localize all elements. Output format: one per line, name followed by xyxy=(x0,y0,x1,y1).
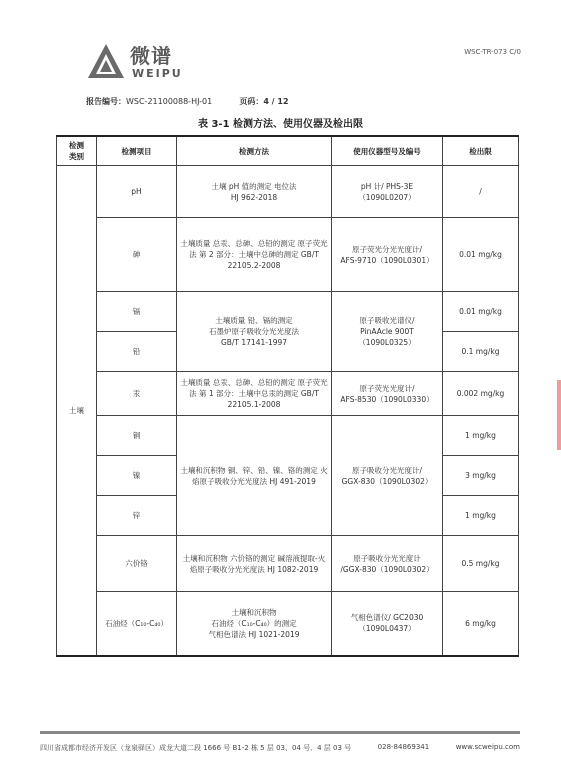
footer xyxy=(40,743,520,753)
instrument-cell: 原子吸收分光光度计/ GGX-830（1090L0302） xyxy=(332,416,443,536)
method-cell: 土壤和沉积物 石油烃（C₁₀-C₄₀）的测定 气相色谱法 HJ 1021-2019 xyxy=(177,592,332,656)
header-category: 检测 类别 xyxy=(57,136,97,166)
instrument-cell: 气相色谱仪/ GC2030 （1090L0437） xyxy=(332,592,443,656)
category-cell: 土壤 xyxy=(57,166,97,656)
limit-cell: 0.1 mg/kg xyxy=(443,332,519,372)
table-row xyxy=(57,372,519,416)
footer-divider xyxy=(40,731,520,734)
method-cell: 土壤 pH 值的测定 电位法 HJ 962-2018 xyxy=(177,166,332,218)
method-cell: 土壤质量 总汞、总砷、总铅的测定 原子荧光法 第 2 部分：土壤中总砷的测定 GB/T 22105.2-2008 xyxy=(177,218,332,292)
page-label: 页码： xyxy=(239,97,264,106)
method-cell: 土壤和沉积物 铜、锌、铅、镍、铬的测定 火焰原子吸收分光光度法 HJ 491-2019 xyxy=(177,416,332,536)
item-cell: 汞 xyxy=(97,372,177,416)
limit-cell: 3 mg/kg xyxy=(443,456,519,496)
item-cell: 镍 xyxy=(97,456,177,496)
document-code: WSC-TR-073 C/0 xyxy=(464,48,521,56)
table-row xyxy=(57,416,519,456)
item-cell: 锌 xyxy=(97,496,177,536)
method-cell: 土壤质量 铅、镉的测定 石墨炉原子吸收分光光度法 GB/T 17141-1997 xyxy=(177,292,332,372)
table-row xyxy=(57,292,519,332)
report-number: WSC-21100088-HJ-01 xyxy=(126,97,213,106)
header-method: 检测方法 xyxy=(177,136,332,166)
limit-cell: 0.5 mg/kg xyxy=(443,536,519,592)
limit-cell: / xyxy=(443,166,519,218)
instrument-cell: 原子荧光光度计/ AFS-8530（1090L0330） xyxy=(332,372,443,416)
limit-cell: 0.01 mg/kg xyxy=(443,218,519,292)
limit-cell: 0.002 mg/kg xyxy=(443,372,519,416)
page-number: 4 / 12 xyxy=(263,97,289,106)
footer-address: 四川省成都市经济开发区（龙泉驿区）成龙大道二段 1666 号 B1-2 栋 5 层 03、04 号、4 层 03 号 xyxy=(40,744,352,752)
instrument-cell: 原子荧光分光光度计/ AFS-9710（1090L0301） xyxy=(332,218,443,292)
header-instrument: 使用仪器型号及编号 xyxy=(332,136,443,166)
table-row xyxy=(57,592,519,656)
item-cell: 石油烃（C₁₀-C₄₀） xyxy=(97,592,177,656)
item-cell: 铜 xyxy=(97,416,177,456)
instrument-cell: pH 计/ PHS-3E （1090L0207） xyxy=(332,166,443,218)
table-row xyxy=(57,218,519,292)
limit-cell: 0.01 mg/kg xyxy=(443,292,519,332)
instrument-cell: 原子吸收光谱仪/ PinAAcle 900T （1090L0325） xyxy=(332,292,443,372)
item-cell: pH xyxy=(97,166,177,218)
report-info-line xyxy=(86,96,289,107)
company-logo xyxy=(86,40,196,86)
limit-cell: 1 mg/kg xyxy=(443,416,519,456)
item-cell: 六价铬 xyxy=(97,536,177,592)
table-row xyxy=(57,166,519,218)
methods-table xyxy=(56,135,519,657)
report-number-label: 报告编号： xyxy=(86,97,126,106)
item-cell: 镉 xyxy=(97,292,177,332)
logo-text-cn: 微谱 xyxy=(130,44,172,68)
table-header-row xyxy=(57,136,519,166)
method-cell: 土壤和沉积物 六价铬的测定 碱溶液提取-火焰原子吸收分光光度法 HJ 1082-2019 xyxy=(177,536,332,592)
header-limit: 检出限 xyxy=(443,136,519,166)
footer-phone: 028-84869341 xyxy=(377,743,430,751)
limit-cell: 6 mg/kg xyxy=(443,592,519,656)
limit-cell: 1 mg/kg xyxy=(443,496,519,536)
footer-website: www.scweipu.com xyxy=(455,743,520,751)
table-title: 表 3-1 检测方法、使用仪器及检出限 xyxy=(197,119,364,130)
table-row xyxy=(57,536,519,592)
instrument-cell: 原子吸收分光光度计 /GGX-830（1090L0302） xyxy=(332,536,443,592)
header-item: 检测项目 xyxy=(97,136,177,166)
logo-text-en: WEIPU xyxy=(132,67,183,80)
item-cell: 铅 xyxy=(97,332,177,372)
logo-triangle-icon xyxy=(86,42,126,82)
item-cell: 砷 xyxy=(97,218,177,292)
method-cell: 土壤质量 总汞、总砷、总铅的测定 原子荧光法 第 1 部分：土壤中总汞的测定 GB/T 22105.1-2008 xyxy=(177,372,332,416)
seal-edge-mark xyxy=(557,380,561,450)
